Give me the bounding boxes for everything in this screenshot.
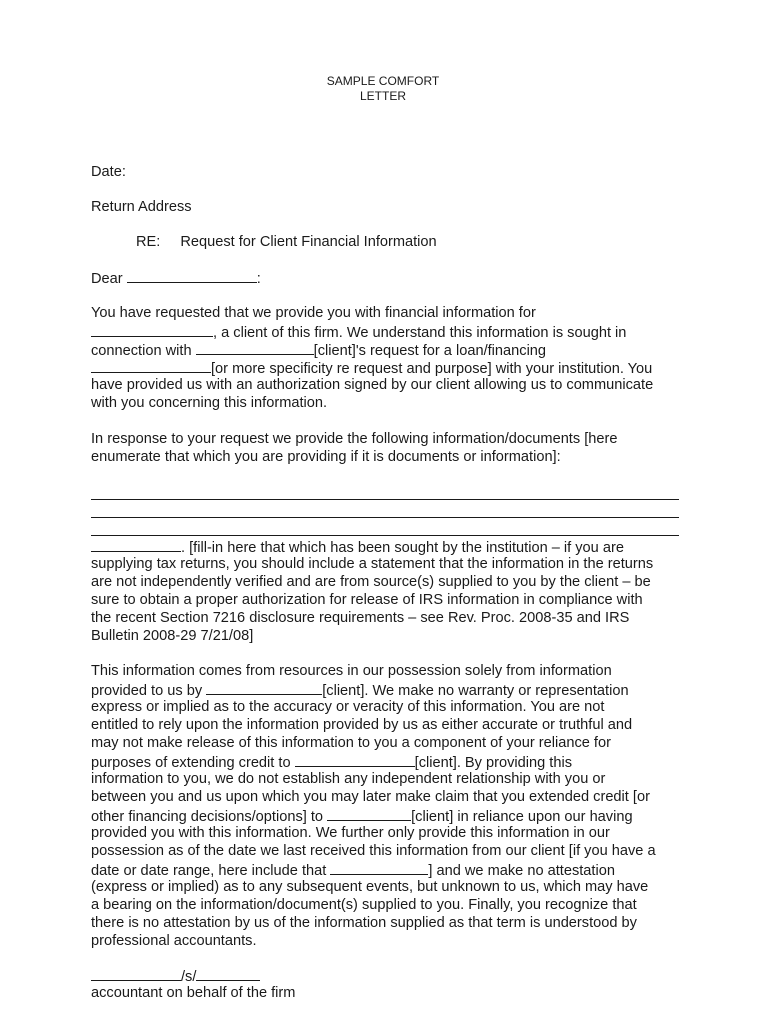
para3-line-2: supplying tax returns, you should include a statement that the information in the returns	[91, 556, 654, 572]
para1-line-3-text-a: connection with	[91, 343, 192, 359]
para4-line-15: there is no attestation by us of the information supplied as that term is understood by	[91, 915, 637, 931]
para4-line-10: provided you with this information. We further only provide this information in our	[91, 825, 610, 841]
para3-line-5: the recent Section 7216 disclosure requirements – see Rev. Proc. 2008-35 and IRS	[91, 610, 630, 626]
client-blank	[91, 322, 213, 337]
para4-line-14: a bearing on the information/document(s) supplied to you. Finally, you recognize that	[91, 897, 637, 913]
salutation	[91, 268, 261, 288]
para1-line-3-text-b: [client]'s request for a loan/financing	[313, 343, 547, 359]
fill-in-rule-1	[91, 499, 679, 500]
re-prefix: RE:	[136, 234, 161, 250]
para4-line-11: possession as of the date we last received this information from our client [if you have a	[91, 843, 656, 859]
para4-line-8: between you and us upon which you may later make claim that you extended credit [or	[91, 789, 650, 805]
para2-line-2: enumerate that which you are providing if it is documents or information]:	[91, 449, 561, 465]
para4-line-2-text-b: [client]. We make no warranty or representation	[322, 683, 629, 699]
para3-line-6: Bulletin 2008-29 7/21/08]	[91, 628, 254, 644]
para4-line-4: entitled to rely upon the information provided by us as either accurate or truthful and	[91, 717, 633, 733]
para3-line-1	[91, 537, 624, 557]
client-name-blank	[196, 340, 314, 355]
date-label: Date:	[91, 164, 126, 180]
para4-line-5: may not make release of this information to you a component of your reliance for	[91, 735, 611, 751]
para3-line-1-text: . [fill-in here that which has been sought by the institution – if you are	[181, 540, 624, 556]
para1-line-2-text: , a client of this firm. We understand this information is sought in	[213, 325, 627, 341]
para4-line-16: professional accountants.	[91, 933, 257, 949]
para4-line-2	[91, 680, 629, 700]
para1-line-1: You have requested that we provide you with financial information for	[91, 305, 536, 321]
fill-in-rule-2	[91, 517, 679, 518]
letter-title-line-2: LETTER	[359, 89, 406, 103]
signature-line	[91, 966, 260, 986]
para4-line-9	[91, 806, 633, 826]
credit-client-blank	[295, 752, 415, 767]
para1-line-5: have provided us with an authorization signed by our client allowing us to communicate	[91, 377, 654, 393]
para4-line-2-text-a: provided to us by	[91, 683, 203, 699]
para4-line-9-text-b: [client] in reliance upon our having	[411, 809, 633, 825]
re-line	[136, 233, 437, 251]
para4-line-6	[91, 752, 572, 772]
salutation-prefix: Dear	[91, 271, 123, 287]
purpose-blank	[91, 358, 211, 373]
recipient-blank	[127, 268, 257, 283]
re-subject: Request for Client Financial Information	[180, 234, 437, 250]
financing-client-blank	[327, 806, 411, 821]
para4-line-12-text-a: date or date range, here include that	[91, 863, 327, 879]
para4-line-12	[91, 860, 615, 880]
para3-line-4: sure to obtain a proper authorization for release of IRS information in compliance with	[91, 592, 643, 608]
para2-line-1: In response to your request we provide the following information/documents [here	[91, 431, 618, 447]
para4-line-6-text-a: purposes of extending credit to	[91, 755, 291, 771]
para4-line-7: information to you, we do not establish any independent relationship with you or	[91, 771, 606, 787]
para1-line-6: with you concerning this information.	[91, 395, 328, 411]
return-address: Return Address	[91, 199, 192, 215]
fill-in-blank	[91, 537, 181, 552]
para1-line-2	[91, 322, 626, 342]
para4-line-1: This information comes from resources in our possession solely from information	[91, 663, 612, 679]
signature-blank-right	[196, 966, 260, 981]
para1-line-3	[91, 340, 546, 360]
para4-line-12-text-b: ] and we make no attestation	[428, 863, 615, 879]
para3-line-3: are not independently verified and are from source(s) supplied to you by the client – be	[91, 574, 651, 590]
signature-caption: accountant on behalf of the firm	[91, 985, 296, 1001]
para4-line-3: express or implied as to the accuracy or veracity of this information. You are not	[91, 699, 605, 715]
para4-line-6-text-b: [client]. By providing this	[414, 755, 573, 771]
fill-in-rule-3	[91, 535, 679, 536]
date-range-blank	[330, 860, 428, 875]
para4-line-9-text-a: other financing decisions/options] to	[91, 809, 324, 825]
letter-title-line-1: SAMPLE COMFORT	[326, 74, 440, 88]
salutation-suffix: :	[256, 271, 261, 287]
provider-client-blank	[206, 680, 322, 695]
signature-blank-left	[91, 966, 181, 981]
para4-line-13: (express or implied) as to any subsequent events, but unknown to us, which may have	[91, 879, 649, 895]
signature-mark: /s/	[181, 969, 197, 985]
para1-line-4-text: [or more specificity re request and purpose] with your institution. You	[211, 361, 653, 377]
para1-line-4	[91, 358, 652, 378]
